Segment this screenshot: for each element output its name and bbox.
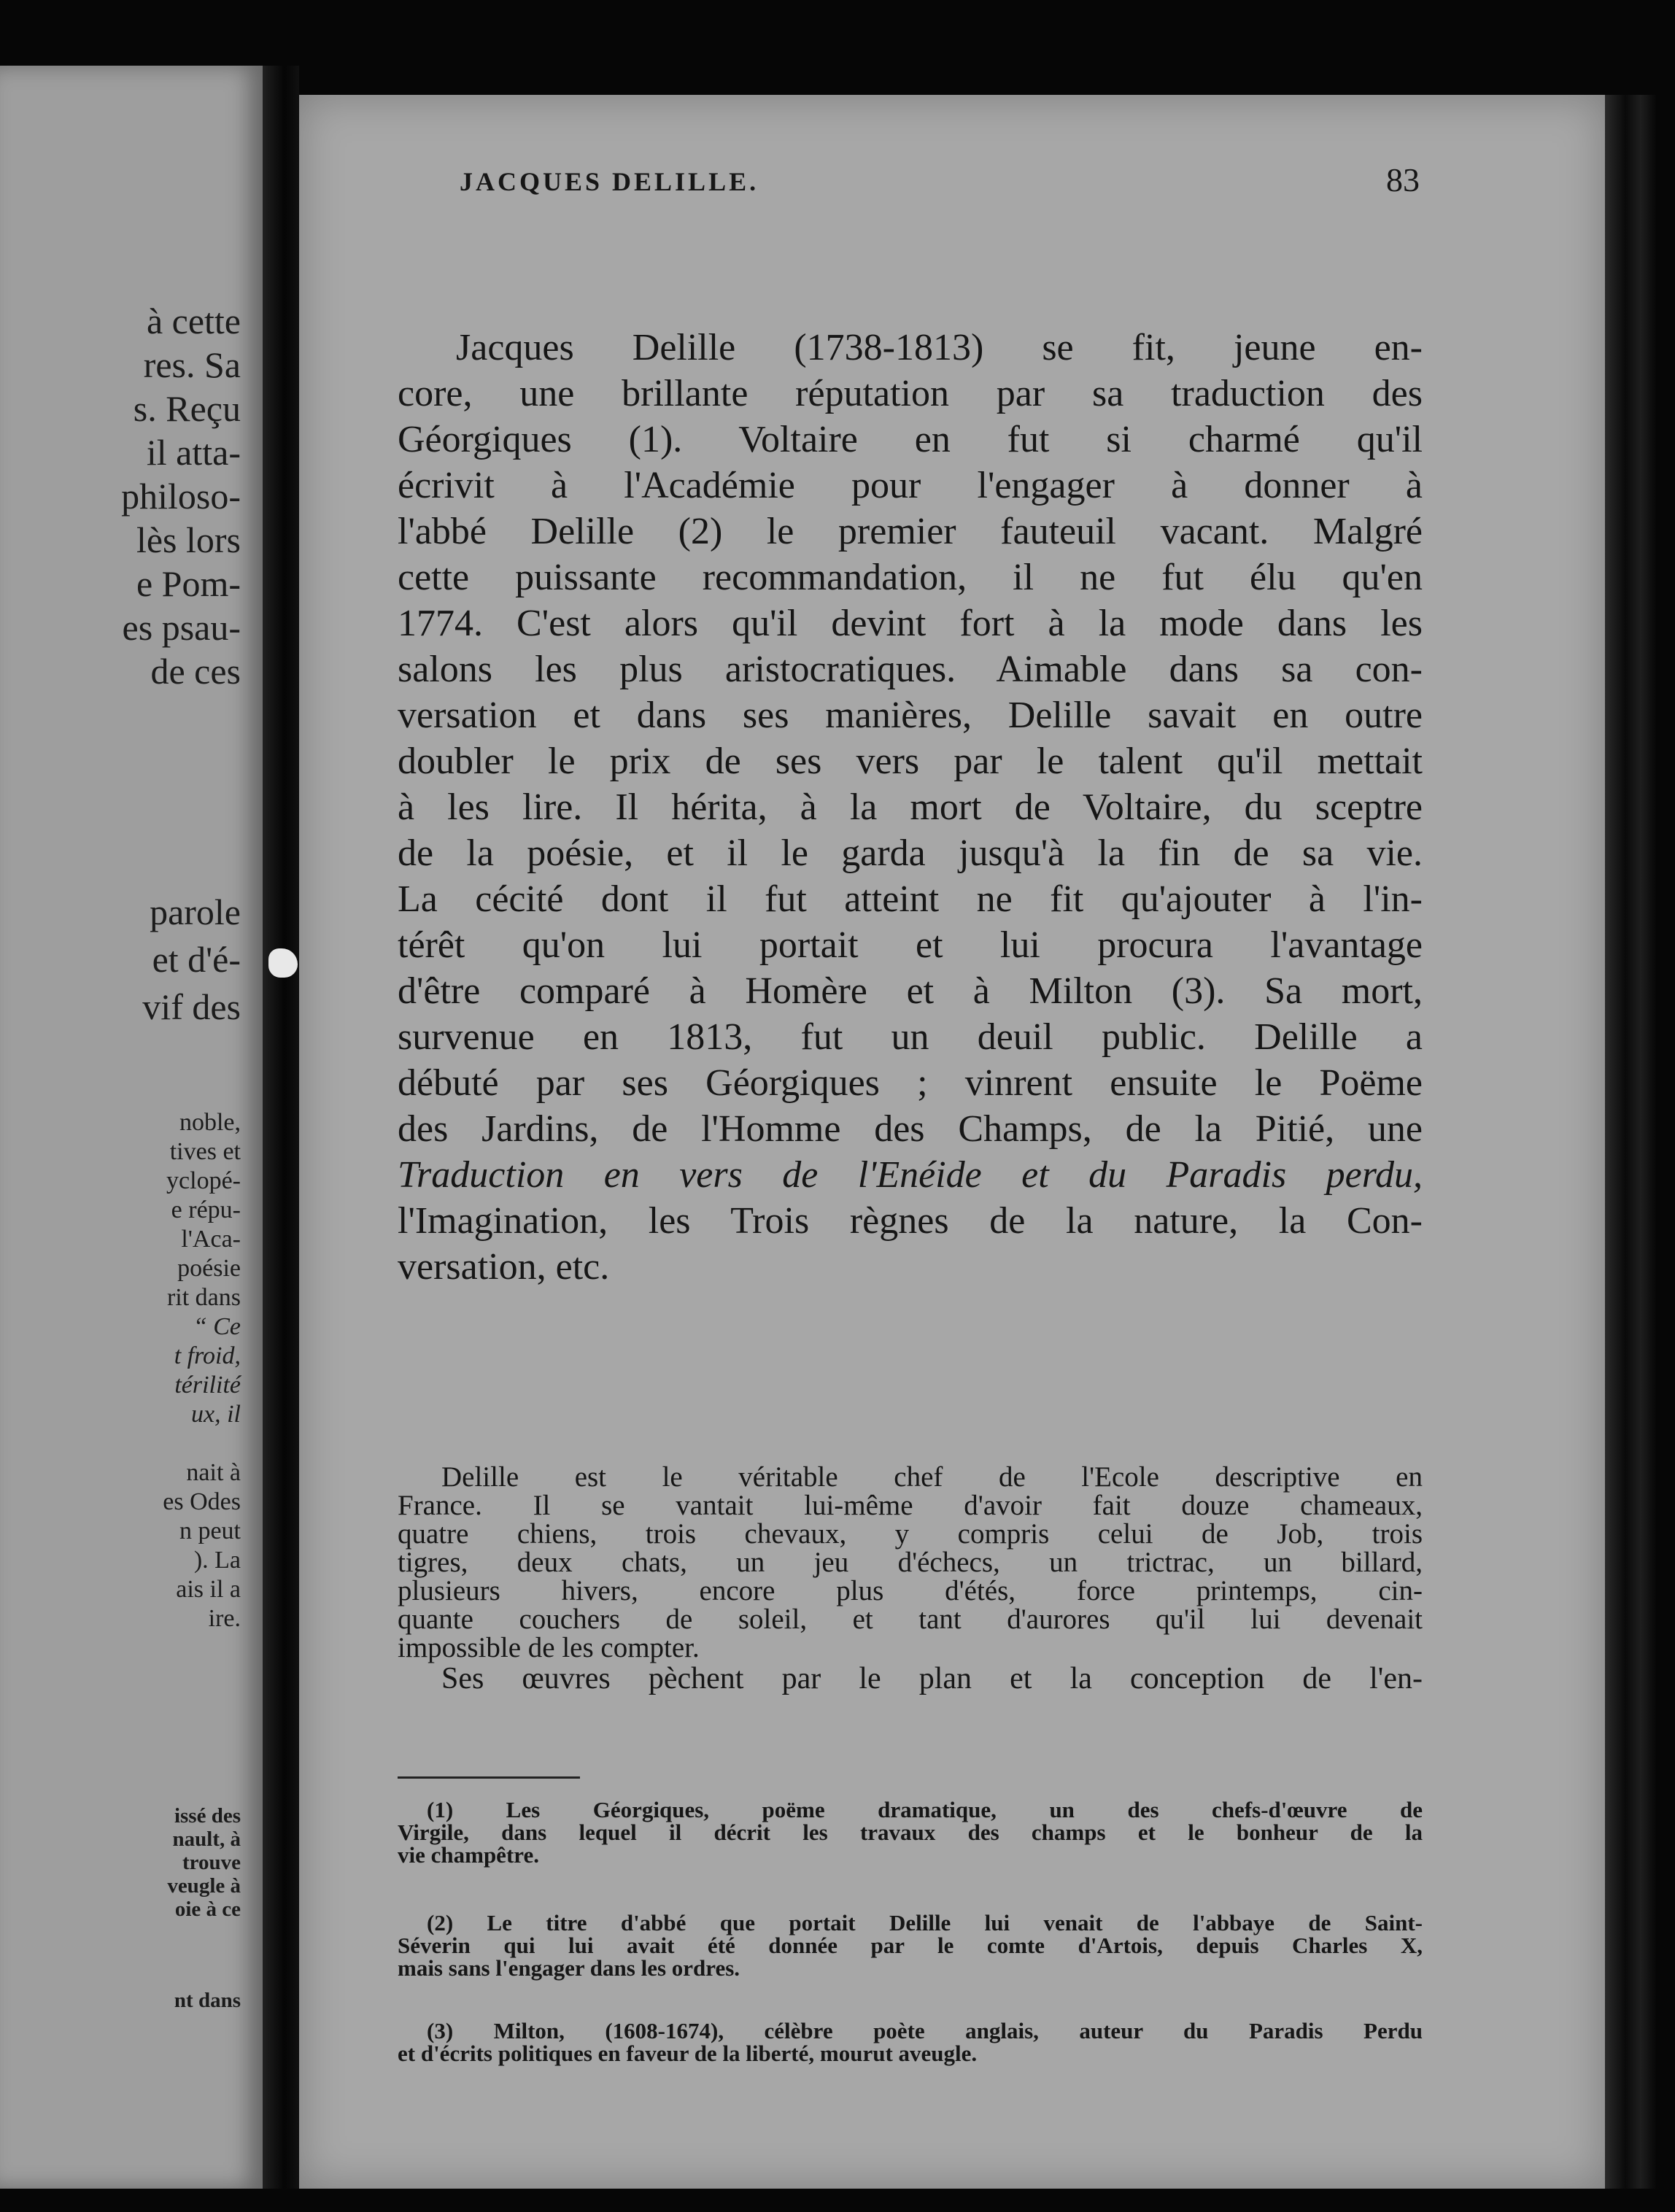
text-line: Delille est le véritable chef de l'Ecole descriptive en <box>441 1461 1423 1493</box>
text-line: térêt qu'on lui portait et lui procura l'avantage <box>398 924 1423 966</box>
footnote-line: Virgile, dans lequel il décrit les travaux des champs et le bonheur de la <box>398 1820 1423 1845</box>
small-print-paragraph <box>398 1463 1423 1693</box>
running-head: JACQUES DELILLE. <box>460 167 759 196</box>
left-page-small-line: térilité <box>174 1372 241 1399</box>
text-line: l'abbé Delille (2) le premier fauteuil vacant. Malgré <box>398 511 1423 552</box>
left-page-small-line: ais il a <box>176 1576 241 1603</box>
left-page-small-line: tives et <box>169 1138 241 1165</box>
footnote-line: (3) Milton, (1608-1674), célèbre poète anglais, auteur du Paradis Perdu <box>427 2018 1423 2043</box>
text-line: Jacques Delille (1738-1813) se fit, jeune en- <box>456 327 1423 368</box>
left-page-footnote-line: veugle à <box>167 1874 241 1898</box>
left-page-small-line: rit dans <box>166 1284 241 1311</box>
text-line: Géorgiques (1). Voltaire en fut si charmé qu'il <box>398 419 1423 460</box>
left-page-footnote-line: oie à ce <box>174 1898 241 1921</box>
text-line: Traduction en vers de l'Enéide et du Paradis perdu, <box>398 1154 1423 1196</box>
text-line: de la poésie, et il le garda jusqu'à la fin de sa vie. <box>398 832 1423 874</box>
text-line: salons les plus aristocratiques. Aimable dans sa con- <box>398 649 1423 690</box>
left-page-small-line: poésie <box>177 1255 241 1282</box>
left-page-small-line: ). La <box>193 1547 241 1574</box>
left-page-line: de ces <box>150 651 241 692</box>
text-line: cette puissante recommandation, il ne fut élu qu'en <box>398 557 1423 598</box>
left-page-line: e Pom- <box>136 563 241 604</box>
left-page-line: lès lors <box>136 519 241 560</box>
paper-damage-spot <box>268 948 298 978</box>
text-line: core, une brillante réputation par sa traduction des <box>398 373 1423 414</box>
text-line: plusieurs hivers, encore plus d'étés, force printemps, cin- <box>398 1575 1423 1606</box>
left-page-line: res. Sa <box>143 344 241 385</box>
text-line: 1774. C'est alors qu'il devint fort à la mode dans les <box>398 603 1423 644</box>
text-line: des Jardins, de l'Homme des Champs, de la Pitié, une <box>398 1108 1423 1150</box>
text-line: impossible de les compter. <box>398 1632 700 1663</box>
left-page-footnote-line: nault, à <box>172 1828 241 1851</box>
text-line: l'Imagination, les Trois règnes de la nature, la Con- <box>398 1200 1423 1242</box>
text-line: d'être comparé à Homère et à Milton (3). Sa mort, <box>398 970 1423 1012</box>
left-page-small-line: es Odes <box>163 1488 241 1515</box>
left-page-small-line: t froid, <box>174 1342 241 1369</box>
left-page-line: et d'é- <box>152 939 241 980</box>
footnote-line: (1) Les Géorgiques, poëme dramatique, un des chefs-d'œuvre de <box>427 1797 1423 1822</box>
footnote-line: (2) Le titre d'abbé que portait Delille lui venait de l'abbaye de Saint- <box>427 1910 1423 1936</box>
left-page-footnote-line: issé des <box>174 1804 241 1828</box>
left-page-small-line: l'Aca- <box>181 1226 241 1253</box>
text-line: Ses œuvres pèchent par le plan et la conception de l'en- <box>441 1662 1423 1695</box>
left-page-small-line: n peut <box>179 1517 241 1544</box>
main-paragraph <box>398 325 1423 1290</box>
left-page-footnote-line: nt dans <box>174 1989 241 2012</box>
left-page-small-line: ux, il <box>191 1401 241 1428</box>
previous-page-fragment <box>0 66 263 2189</box>
left-page-small-line: nait à <box>186 1459 241 1486</box>
footnote-line: vie champêtre. <box>398 1842 539 1868</box>
left-page-line: parole <box>150 892 241 932</box>
left-page-line: philoso- <box>121 476 241 517</box>
text-line: à les lire. Il hérita, à la mort de Voltaire, du sceptre <box>398 786 1423 828</box>
book-gutter <box>263 66 299 2189</box>
left-page-small-line: yclopé- <box>166 1167 241 1194</box>
footnote-rule <box>398 1776 580 1779</box>
left-page-line: vif des <box>142 986 241 1027</box>
text-line: survenue en 1813, fut un deuil public. Delille a <box>398 1016 1423 1058</box>
text-line: quatre chiens, trois chevaux, y compris celui de Job, trois <box>398 1518 1423 1550</box>
left-page-small-line: “ Ce <box>193 1313 241 1340</box>
text-line: tigres, deux chats, un jeu d'échecs, un trictrac, un billard, <box>398 1547 1423 1578</box>
footnote-line: et d'écrits politiques en faveur de la liberté, mourut aveugle. <box>398 2041 978 2066</box>
left-page-line: es psau- <box>122 607 241 648</box>
footnote-line: Séverin qui lui avait été donnée par le comte d'Artois, depuis Charles X, <box>398 1933 1423 1958</box>
footnote-3 <box>398 2019 1423 2065</box>
text-line: quante couchers de soleil, et tant d'aurores qu'il lui devenait <box>398 1604 1423 1635</box>
text-line: La cécité dont il fut atteint ne fit qu'ajouter à l'in- <box>398 878 1423 920</box>
text-line: versation, etc. <box>398 1246 610 1288</box>
left-page-line: s. Reçu <box>133 388 241 429</box>
text-line: France. Il se vantait lui-même d'avoir fait douze chameaux, <box>398 1490 1423 1521</box>
text-line: écrivit à l'Académie pour l'engager à donner à <box>398 465 1423 506</box>
text-line: doubler le prix de ses vers par le talent qu'il mettait <box>398 740 1423 782</box>
footnote-line: mais sans l'engager dans les ordres. <box>398 1955 740 1981</box>
page-edges <box>1605 95 1656 2189</box>
left-page-line: il atta- <box>146 432 241 473</box>
text-line: débuté par ses Géorgiques ; vinrent ensuite le Poëme <box>398 1062 1423 1104</box>
left-page-small-line: noble, <box>179 1109 241 1136</box>
footnote-2 <box>398 1911 1423 1979</box>
left-page-footnote-line: trouve <box>182 1851 241 1874</box>
page-number: 83 <box>1386 161 1420 198</box>
left-page-line: à cette <box>146 301 241 341</box>
left-page-small-line: ire. <box>208 1605 241 1632</box>
footnote-1 <box>398 1798 1423 1866</box>
left-page-small-line: e répu- <box>171 1196 241 1223</box>
text-line: versation et dans ses manières, Delille savait en outre <box>398 695 1423 736</box>
